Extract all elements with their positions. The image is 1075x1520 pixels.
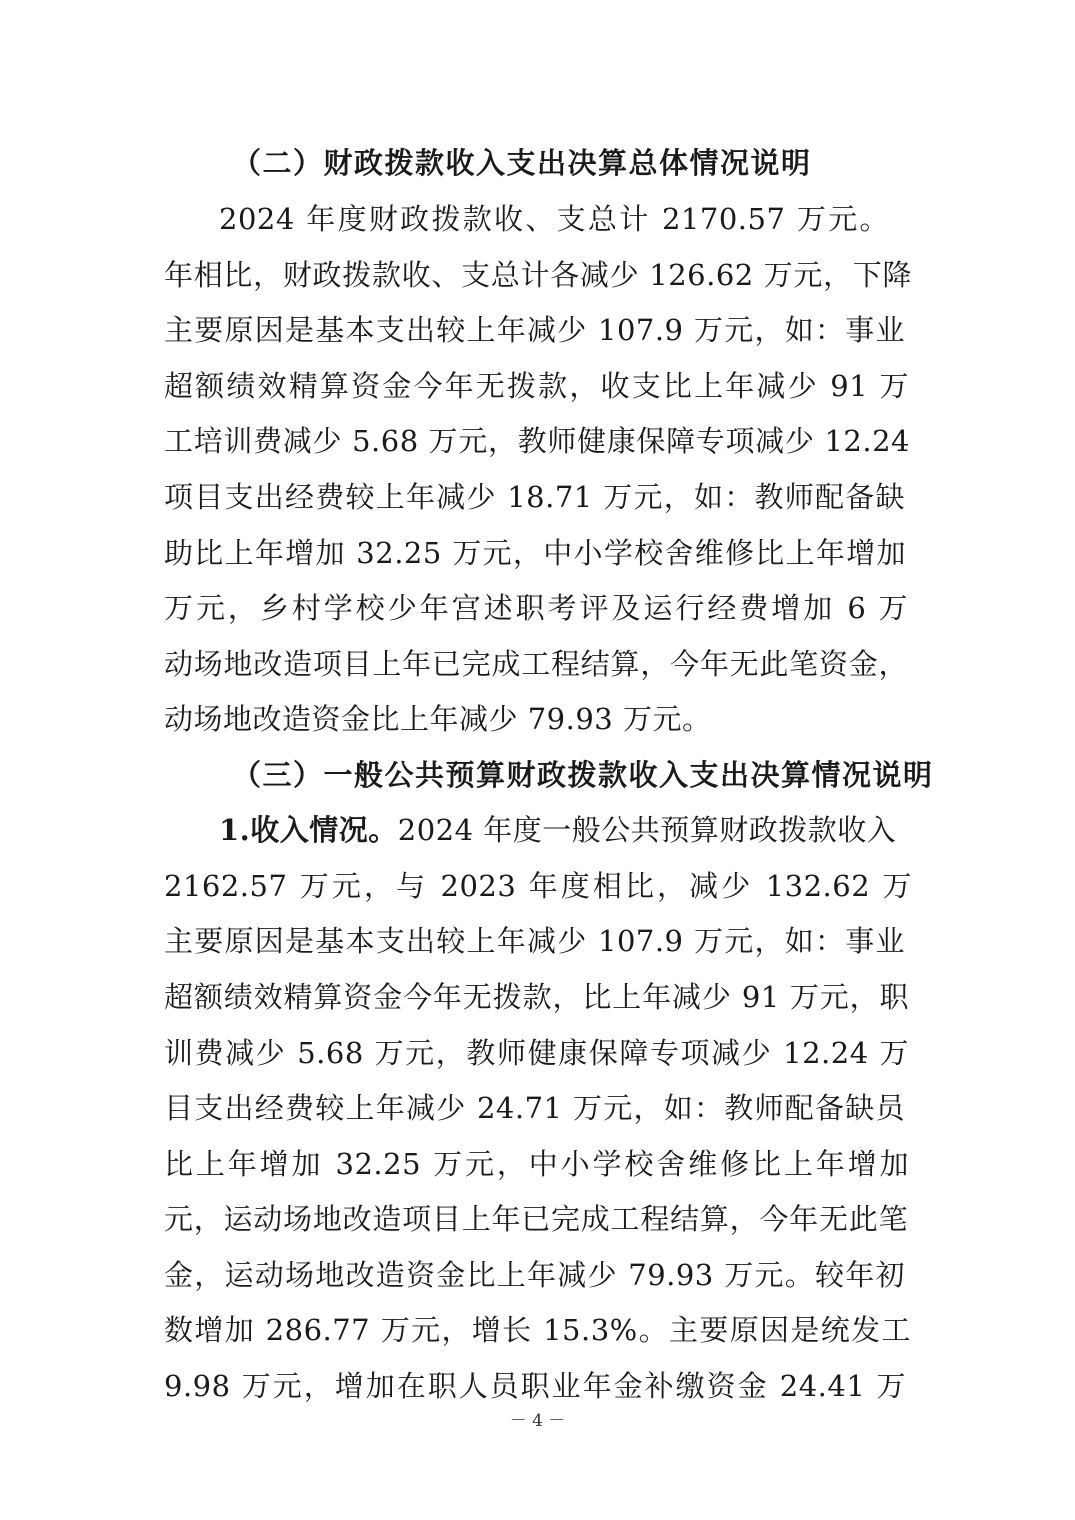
section-heading-2: （二）财政拨款收入支出决算总体情况说明 [232,146,812,180]
paragraph-line: 目支出经费较上年减少 24.71 万元，如：教师配备缺员 [164,1091,905,1125]
paragraph-line: 万元，乡村学校少年宫述职考评及运行经费增加 6 万 [164,591,908,625]
paragraph-line: 2024 年度财政拨款收、支总计 2170.57 万元。 [219,202,889,236]
paragraph-line: 9.98 万元，增加在职人员职业年金补缴资金 24.41 万 [164,1369,906,1403]
paragraph-first-line [219,812,896,848]
paragraph-line: 工培训费减少 5.68 万元，教师健康保障专项减少 12.24 [164,424,910,458]
paragraph-line: 主要原因是基本支出较上年减少 107.9 万元，如：事业 [164,924,905,958]
paragraph-line: 数增加 286.77 万元，增长 15.3%。主要原因是统发工 [164,1313,911,1347]
page-number: － 4 － [509,1411,566,1431]
paragraph-line: 2162.57 万元，与 2023 年度相比，减少 132.62 万 [164,869,912,903]
paragraph-line: 比上年增加 32.25 万元，中小学校舍维修比上年增加 [164,1147,909,1181]
paragraph-line: 助比上年增加 32.25 万元，中小学校舍维修比上年增加 [164,536,906,570]
paragraph-line: 金，运动场地改造资金比上年减少 79.93 万元。较年初 [164,1258,905,1292]
paragraph-line: 年相比，财政拨款收、支总计各减少 126.62 万元，下降 [164,258,912,292]
income-label: 1.收入情况。 [219,813,398,847]
paragraph-line: 元，运动场地改造项目上年已完成工程结算，今年无此笔 [164,1202,908,1236]
section-heading-3: （三）一般公共预算财政拨款收入支出决算情况说明 [232,758,934,792]
paragraph-line: 主要原因是基本支出较上年减少 107.9 万元，如：事业 [164,313,905,347]
paragraph-line: 超额绩效精算资金今年无拨款，比上年减少 91 万元，职 [164,980,909,1014]
paragraph-line: 超额绩效精算资金今年无拨款，收支比上年减少 91 万 [164,369,909,403]
paragraph-line: 训费减少 5.68 万元，教师健康保障专项减少 12.24 万 [164,1036,909,1070]
paragraph-line: 动场地改造项目上年已完成工程结算，今年无此笔资金， [164,647,908,681]
paragraph-line: 动场地改造资金比上年减少 79.93 万元。 [164,702,712,736]
first-line-text: 2024 年度一般公共预算财政拨款收入 [397,813,897,847]
paragraph-line: 项目支出经费较上年减少 18.71 万元，如：教师配备缺 [164,480,905,514]
